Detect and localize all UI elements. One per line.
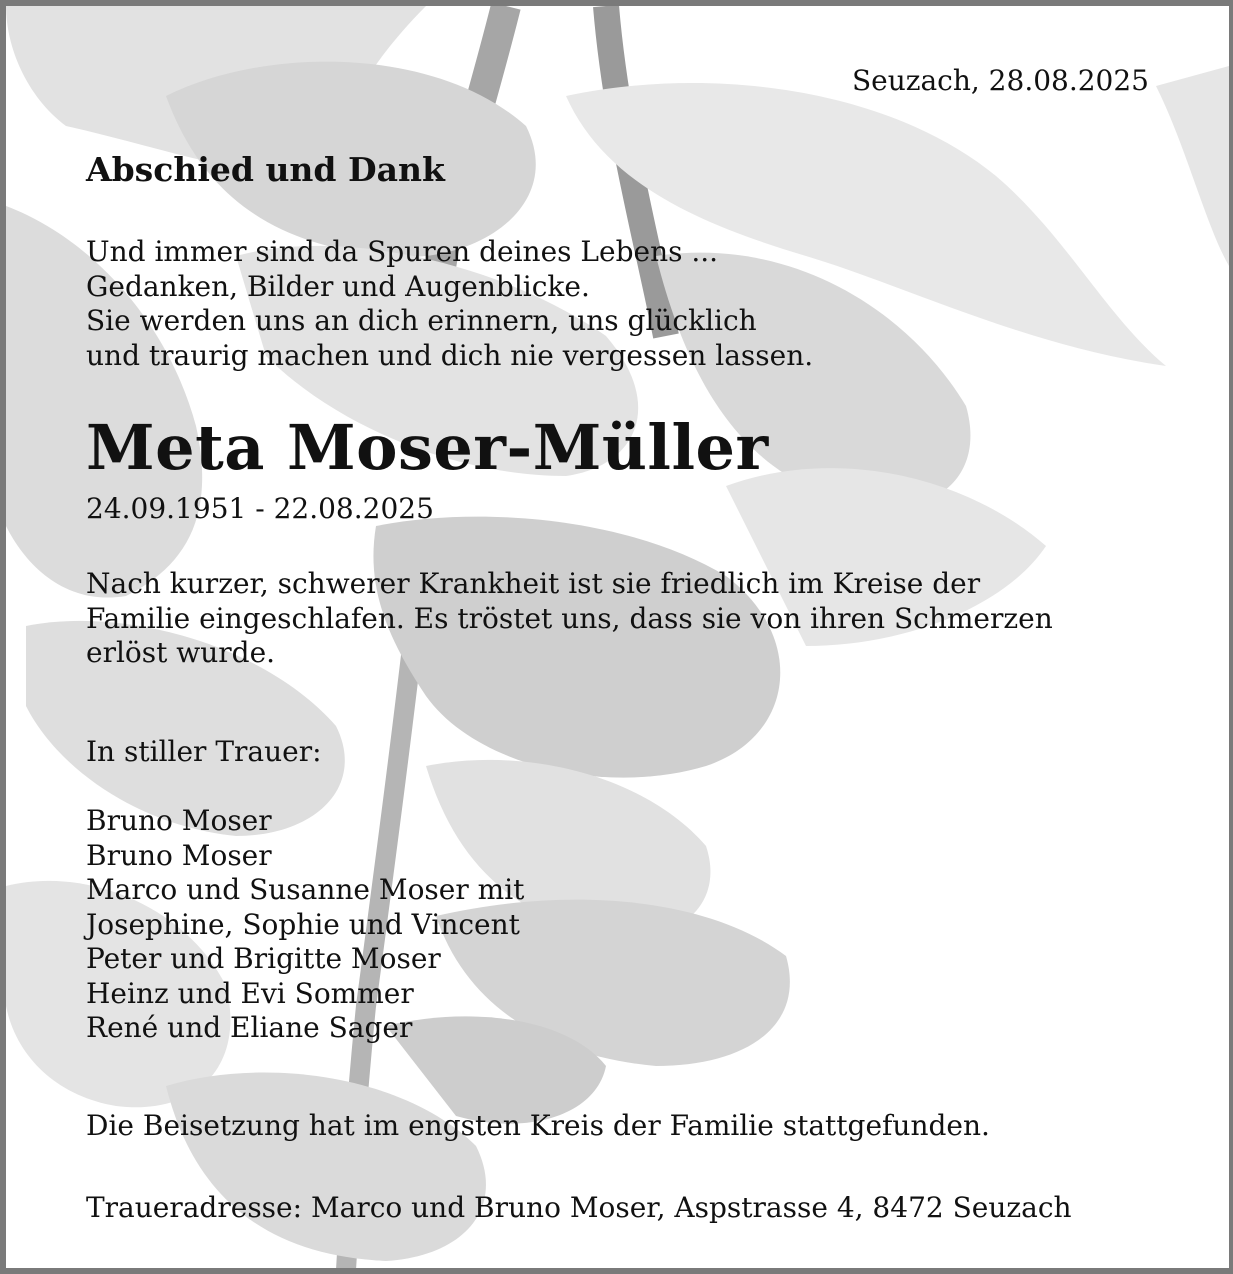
burial-note: Die Beisetzung hat im engsten Kreis der Familie stattgefunden. bbox=[86, 1109, 990, 1142]
heading: Abschied und Dank bbox=[86, 150, 445, 189]
mourning-address: Traueradresse: Marco und Bruno Moser, Aspstrasse 4, 8472 Seuzach bbox=[86, 1191, 1072, 1224]
deceased-name: Meta Moser-Müller bbox=[86, 411, 769, 484]
mourner-entry: René und Eliane Sager bbox=[86, 1011, 413, 1044]
poem bbox=[86, 235, 813, 373]
mourner-entry: Marco und Susanne Moser mit bbox=[86, 873, 525, 906]
death-message bbox=[86, 567, 1053, 671]
message-line: erlöst wurde. bbox=[86, 636, 276, 670]
mourner-entry: Bruno Moser bbox=[86, 804, 272, 837]
message-line: Familie eingeschlafen. Es tröstet uns, dass sie von ihren Schmerzen bbox=[86, 601, 1053, 635]
mourner-entry: Josephine, Sophie und Vincent bbox=[86, 907, 520, 941]
mourner-entry: Peter und Brigitte Moser bbox=[86, 942, 441, 975]
mourners-list bbox=[86, 804, 524, 1046]
poem-line: Gedanken, Bilder und Augenblicke. bbox=[86, 269, 590, 303]
mourning-label: In stiller Trauer: bbox=[86, 735, 322, 768]
place-date: Seuzach, 28.08.2025 bbox=[851, 64, 1149, 97]
mourner-entry: Heinz und Evi Sommer bbox=[86, 976, 414, 1010]
life-dates: 24.09.1951 - 22.08.2025 bbox=[86, 492, 434, 525]
mourner-entry: Bruno Moser bbox=[86, 838, 272, 872]
poem-line: Sie werden uns an dich erinnern, uns glücklich bbox=[86, 304, 757, 338]
poem-line: Und immer sind da Spuren deines Lebens ... bbox=[86, 235, 719, 268]
poem-line: und traurig machen und dich nie vergessen lassen. bbox=[86, 338, 814, 372]
message-line: Nach kurzer, schwerer Krankheit ist sie friedlich im Kreise der bbox=[86, 567, 981, 600]
